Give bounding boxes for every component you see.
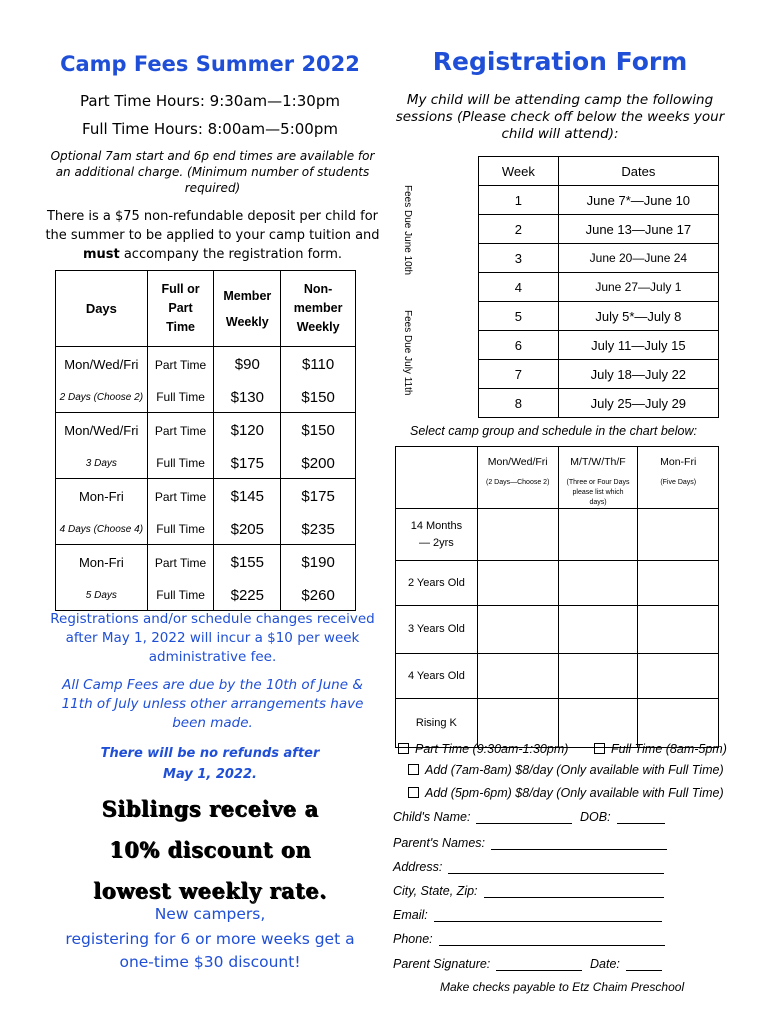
option-add-morning[interactable] bbox=[408, 763, 724, 777]
checkbox-icon[interactable] bbox=[408, 764, 419, 775]
fee-non-member: $150 bbox=[281, 413, 356, 449]
week-dates: July 25—July 29 bbox=[558, 389, 718, 418]
fee-non-member: $110 bbox=[281, 347, 356, 383]
registration-title: Registration Form bbox=[432, 47, 688, 76]
address-field[interactable] bbox=[393, 860, 664, 874]
fee-row bbox=[56, 449, 356, 479]
group-row bbox=[396, 654, 719, 699]
week-row[interactable] bbox=[479, 302, 719, 331]
fee-table bbox=[55, 270, 356, 611]
fee-days: Mon-Fri bbox=[56, 479, 148, 515]
fee-non-member: $150 bbox=[281, 383, 356, 413]
fee-type: Full Time bbox=[147, 449, 214, 479]
phone-label: Phone: bbox=[393, 932, 433, 946]
group-column-sub: (Three or Four Days please list which days) bbox=[566, 479, 630, 506]
deposit-must: must bbox=[82, 247, 120, 262]
fee-type: Full Time bbox=[147, 383, 214, 413]
address-label: Address: bbox=[393, 860, 443, 874]
group-row bbox=[396, 606, 719, 654]
group-cell[interactable] bbox=[558, 606, 638, 654]
fee-row bbox=[56, 545, 356, 581]
date-field[interactable] bbox=[590, 957, 662, 971]
fee-member: $130 bbox=[214, 383, 281, 413]
week-dates: July 11—July 15 bbox=[558, 331, 718, 360]
fee-type: Part Time bbox=[147, 479, 214, 515]
group-cell[interactable] bbox=[638, 561, 719, 606]
fee-member: $145 bbox=[214, 479, 281, 515]
fee-type: Part Time bbox=[147, 545, 214, 581]
checkbox-icon[interactable] bbox=[408, 787, 419, 798]
week-dates: June 7*—June 10 bbox=[558, 186, 718, 215]
optional-hours-note: Optional 7am start and 6p end times are available for an additional charge. (Minimum number of students required) bbox=[50, 149, 375, 195]
fee-member: $225 bbox=[214, 581, 281, 611]
checkbox-icon[interactable] bbox=[594, 743, 605, 754]
week-row[interactable] bbox=[479, 273, 719, 302]
parents-names-field[interactable] bbox=[393, 836, 667, 850]
fee-member: $155 bbox=[214, 545, 281, 581]
group-cell[interactable] bbox=[477, 654, 558, 699]
header-days: Days bbox=[56, 271, 148, 347]
fee-member: $205 bbox=[214, 515, 281, 545]
group-cell[interactable] bbox=[558, 561, 638, 606]
date-label: Date: bbox=[590, 957, 620, 971]
group-cell[interactable] bbox=[477, 509, 558, 561]
group-cell[interactable] bbox=[638, 509, 719, 561]
fee-days-sub: 4 Days (Choose 4) bbox=[56, 515, 148, 545]
option-add-morning-label: Add (7am-8am) $8/day (Only available with Full Time) bbox=[425, 763, 724, 777]
group-cell[interactable] bbox=[558, 654, 638, 699]
group-row bbox=[396, 509, 719, 561]
fee-row bbox=[56, 581, 356, 611]
week-row[interactable] bbox=[479, 244, 719, 273]
group-row-label: 2 Years Old bbox=[396, 561, 478, 606]
deposit-text-2: accompany the registration form. bbox=[123, 247, 343, 262]
group-row bbox=[396, 699, 719, 748]
dob-field[interactable] bbox=[580, 810, 665, 824]
fee-row bbox=[56, 347, 356, 383]
fee-non-member: $200 bbox=[281, 449, 356, 479]
week-table bbox=[478, 156, 719, 418]
week-number: 8 bbox=[479, 389, 559, 418]
fee-type: Full Time bbox=[147, 515, 214, 545]
option-add-evening-label: Add (5pm-6pm) $8/day (Only available with Full Time) bbox=[425, 786, 724, 800]
fee-row bbox=[56, 413, 356, 449]
fee-days: Mon-Fri bbox=[56, 545, 148, 581]
option-full-time[interactable] bbox=[594, 742, 727, 756]
late-change-note: Registrations and/or schedule changes received after May 1, 2022 will incur a $10 per week administrative fee. bbox=[50, 611, 375, 665]
option-full-time-label: Full Time (8am-5pm) bbox=[611, 742, 727, 756]
week-row[interactable] bbox=[479, 331, 719, 360]
fees-due-july-label: Fees Due July 11th bbox=[402, 310, 413, 396]
option-part-time[interactable] bbox=[398, 742, 568, 756]
fee-non-member: $235 bbox=[281, 515, 356, 545]
week-dates: July 18—July 22 bbox=[558, 360, 718, 389]
group-cell[interactable] bbox=[477, 699, 558, 748]
fee-type: Part Time bbox=[147, 413, 214, 449]
fee-days-sub: 2 Days (Choose 2) bbox=[56, 383, 148, 413]
header-full-or-part: Full or Part Time bbox=[147, 271, 214, 347]
week-number: 1 bbox=[479, 186, 559, 215]
fee-type: Part Time bbox=[147, 347, 214, 383]
fee-member: $120 bbox=[214, 413, 281, 449]
fee-member: $175 bbox=[214, 449, 281, 479]
dob-label: DOB: bbox=[580, 810, 611, 824]
fee-type: Full Time bbox=[147, 581, 214, 611]
group-column-sub: (2 Days—Choose 2) bbox=[485, 479, 550, 486]
fees-due-note: All Camp Fees are due by the 10th of June & 11th of July unless other arrangements have been made. bbox=[61, 677, 364, 731]
fee-days: Mon/Wed/Fri bbox=[56, 413, 148, 449]
group-cell[interactable] bbox=[638, 699, 719, 748]
group-cell[interactable] bbox=[477, 606, 558, 654]
week-dates: July 5*—July 8 bbox=[558, 302, 718, 331]
fee-days-sub: 3 Days bbox=[56, 449, 148, 479]
no-refunds-note: There will be no refunds after May 1, 2022. bbox=[100, 746, 320, 782]
siblings-discount: Siblings receive a 10% discount on lowest weekly rate. bbox=[93, 796, 327, 903]
week-dates: June 27—July 1 bbox=[558, 273, 718, 302]
fee-days: Mon/Wed/Fri bbox=[56, 347, 148, 383]
parents-names-label: Parent's Names: bbox=[393, 836, 486, 850]
group-column-label: Mon/Wed/Fri bbox=[487, 456, 548, 468]
fees-due-june-label: Fees Due June 10th bbox=[402, 185, 413, 276]
group-column-header bbox=[558, 447, 638, 509]
registration-intro: My child will be attending camp the following sessions (Please check off below the weeks your child will attend): bbox=[395, 92, 725, 142]
checkbox-icon[interactable] bbox=[398, 743, 409, 754]
parent-signature-field[interactable] bbox=[393, 957, 582, 971]
new-campers-line1: New campers, bbox=[154, 905, 266, 923]
city-state-zip-field[interactable] bbox=[393, 884, 664, 898]
week-dates: June 13—June 17 bbox=[558, 215, 718, 244]
group-cell[interactable] bbox=[638, 606, 719, 654]
week-number: 5 bbox=[479, 302, 559, 331]
group-corner bbox=[396, 447, 478, 509]
email-field[interactable] bbox=[393, 908, 662, 922]
group-cell[interactable] bbox=[558, 509, 638, 561]
group-cell[interactable] bbox=[558, 699, 638, 748]
week-dates: June 20—June 24 bbox=[558, 244, 718, 273]
fee-member: $90 bbox=[214, 347, 281, 383]
week-row[interactable] bbox=[479, 389, 719, 418]
week-number: 6 bbox=[479, 331, 559, 360]
group-column-sub: (Five Days) bbox=[660, 479, 697, 486]
week-row[interactable] bbox=[479, 360, 719, 389]
group-row-label: 3 Years Old bbox=[396, 606, 478, 654]
group-column-header bbox=[477, 447, 558, 509]
new-campers-discount bbox=[60, 903, 360, 974]
group-table bbox=[395, 446, 719, 748]
fee-row bbox=[56, 479, 356, 515]
group-cell[interactable] bbox=[477, 561, 558, 606]
week-row[interactable] bbox=[479, 215, 719, 244]
week-header: Week bbox=[479, 157, 559, 186]
header-member: Member Weekly bbox=[214, 271, 281, 347]
header-non-member: Non-member Weekly bbox=[281, 271, 356, 347]
group-cell[interactable] bbox=[638, 654, 719, 699]
deposit-text-1: There is a $75 non-refundable deposit per child for the summer to be applied to your camp tuition and bbox=[45, 209, 380, 243]
option-part-time-label: Part Time (9:30am-1:30pm) bbox=[415, 742, 569, 756]
group-row-label: 14 Months— 2yrs bbox=[396, 509, 478, 561]
week-row[interactable] bbox=[479, 186, 719, 215]
fee-row bbox=[56, 383, 356, 413]
fee-non-member: $260 bbox=[281, 581, 356, 611]
parent-signature-label: Parent Signature: bbox=[393, 957, 491, 971]
checks-payable-note: Make checks payable to Etz Chaim Preschool bbox=[440, 980, 685, 994]
group-column-header bbox=[638, 447, 719, 509]
group-row bbox=[396, 561, 719, 606]
week-number: 7 bbox=[479, 360, 559, 389]
week-number: 2 bbox=[479, 215, 559, 244]
week-number: 4 bbox=[479, 273, 559, 302]
group-row-label: 4 Years Old bbox=[396, 654, 478, 699]
email-label: Email: bbox=[393, 908, 428, 922]
child-name-field[interactable] bbox=[393, 810, 572, 824]
option-add-evening[interactable] bbox=[408, 786, 724, 800]
full-time-hours: Full Time Hours: 8:00am—5:00pm bbox=[82, 120, 338, 138]
dates-header: Dates bbox=[558, 157, 718, 186]
deposit-note bbox=[45, 207, 380, 264]
fee-days-sub: 5 Days bbox=[56, 581, 148, 611]
group-row-label: Rising K bbox=[396, 699, 478, 748]
new-campers-line2: registering for 6 or more weeks get a one-time $30 discount! bbox=[65, 930, 355, 971]
select-group-note: Select camp group and schedule in the chart below: bbox=[410, 424, 697, 438]
child-name-label: Child's Name: bbox=[393, 810, 471, 824]
week-number: 3 bbox=[479, 244, 559, 273]
group-column-label: Mon-Fri bbox=[660, 456, 697, 468]
part-time-hours: Part Time Hours: 9:30am—1:30pm bbox=[80, 92, 340, 110]
city-state-zip-label: City, State, Zip: bbox=[393, 884, 478, 898]
fee-row bbox=[56, 515, 356, 545]
group-column-label: M/T/W/Th/F bbox=[570, 456, 626, 468]
fee-non-member: $175 bbox=[281, 479, 356, 515]
camp-fees-title: Camp Fees Summer 2022 bbox=[60, 52, 360, 76]
fee-non-member: $190 bbox=[281, 545, 356, 581]
phone-field[interactable] bbox=[393, 932, 665, 946]
